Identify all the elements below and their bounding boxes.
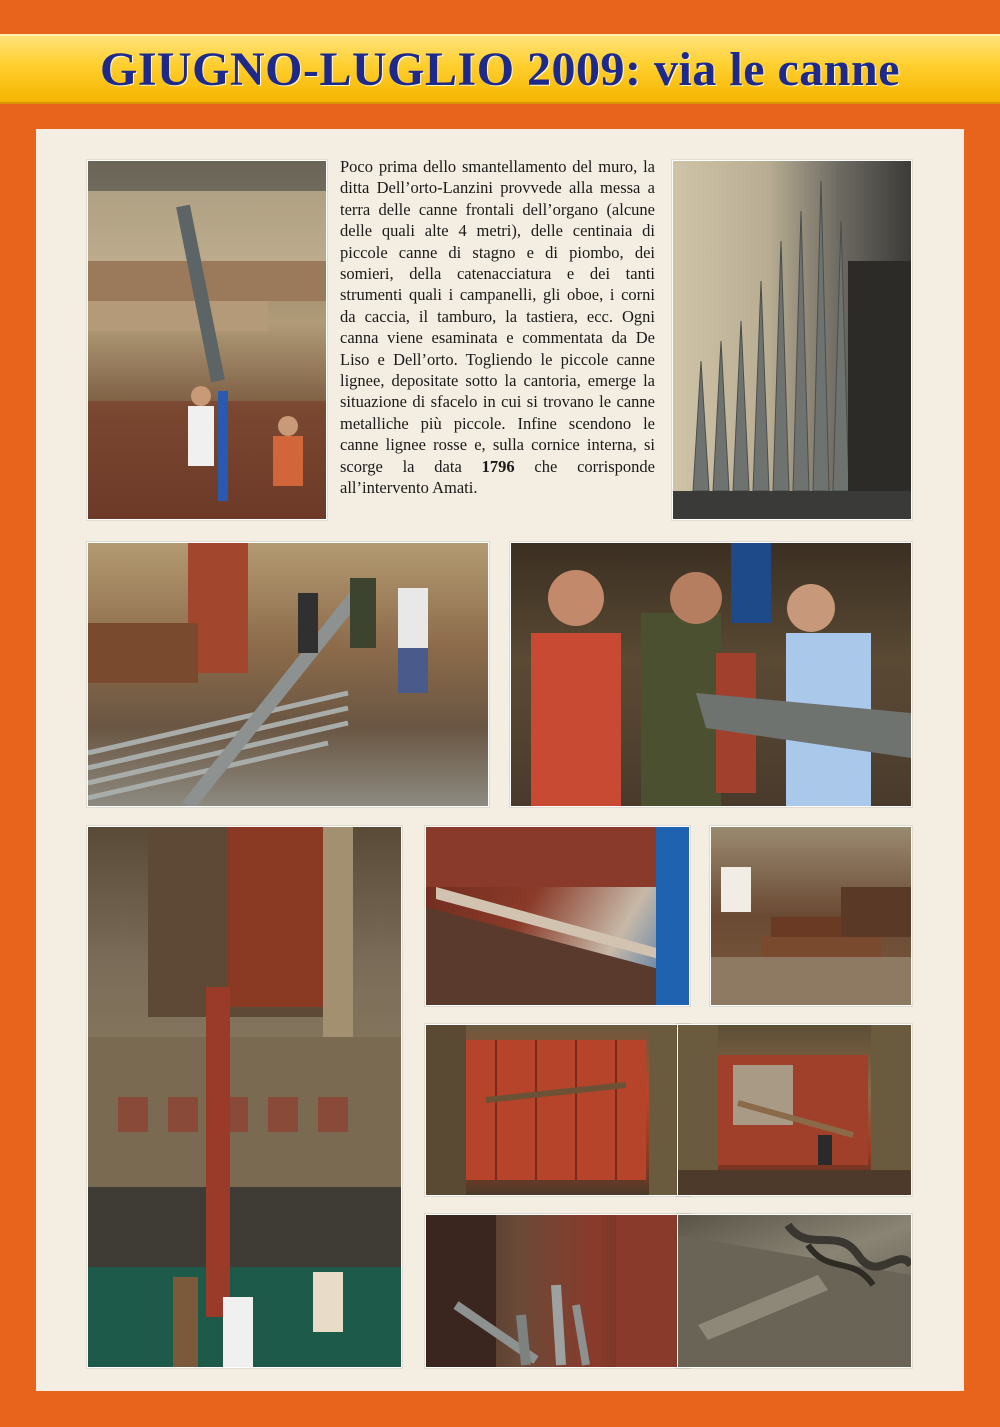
photo-pipe-rack: [425, 826, 690, 1006]
title-banner: [0, 34, 1000, 104]
photo-lowering-red-pipe: [87, 826, 402, 1368]
article-text-part-1: Poco prima dello smantellamento del muro, la ditta Dell’orto-Lanzini provvede alla messa a terra delle canne frontali dell’organo (alcune delle quali alte 4 metri), delle centinaia di piccole canne di stagno e di piombo, dei somieri, della catenacciatura e dei tanti strumenti quali i campanelli, gli oboe, i corni da caccia, il tamburo, la tastiera, ecc. Ogni canna viene esaminata e commentata da De Liso e Dell’orto. Togliendo le piccole canne lignee, depositate sotto la cantoria, emerge la situazione di sfacelo in cui si trovano le canne metalliche più piccole. Infine scendono le canne lignee rosse e, sulla cornice interna, si scorge la data: [340, 157, 655, 476]
photo-broken-small-pipes: [425, 1214, 690, 1368]
article-text: [340, 156, 655, 499]
photo-pipes-on-floor: [87, 542, 489, 807]
photo-pipes-leaning-wall: [672, 160, 912, 520]
article-date: 1796: [481, 456, 515, 476]
article-text-part-2: che corrisponde all’intervento Amati.: [340, 456, 656, 498]
photo-men-examining-pipe: [510, 542, 912, 807]
photo-stacked-wooden-pipes: [710, 826, 912, 1006]
photo-organ-case-red: [425, 1024, 690, 1196]
photo-workers-in-case: [677, 1024, 912, 1196]
page-title: GIUGNO-LUGLIO 2009: via le canne: [99, 42, 900, 96]
photo-lifting-pipe-cantoria: [87, 160, 327, 520]
photo-carved-cornice-date: [677, 1214, 912, 1368]
